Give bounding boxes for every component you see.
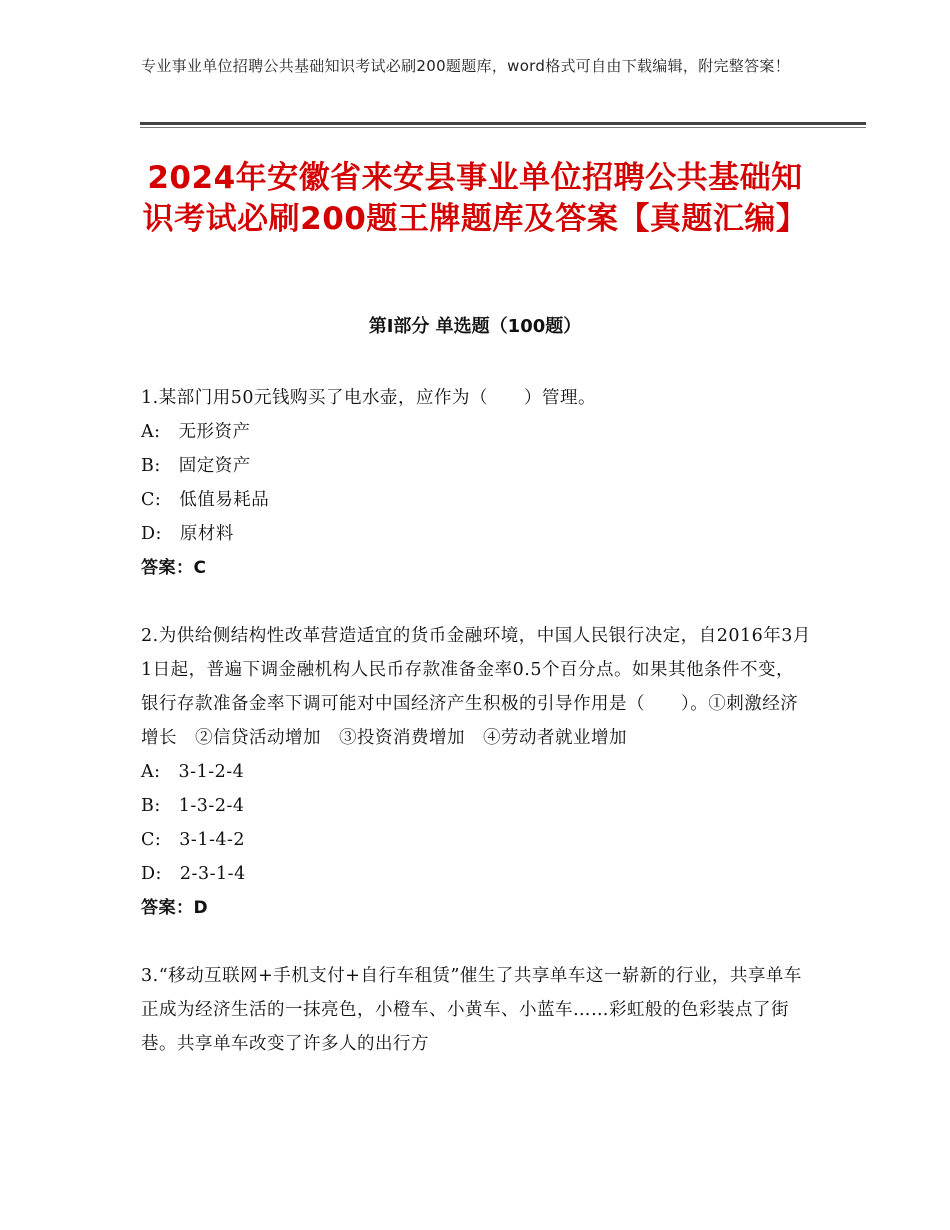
document-title: 2024年安徽省来安县事业单位招聘公共基础知识考试必刷200题王牌题库及答案【真题汇编】 (142, 160, 808, 237)
question-list (141, 381, 811, 1095)
option-d: D: 原材料 (141, 524, 234, 544)
option-d: D: 2-3-1-4 (141, 864, 246, 884)
option-a: A: 3-1-2-4 (141, 762, 245, 782)
option-b: B: 1-3-2-4 (141, 796, 245, 816)
answer: 答案：D (141, 898, 209, 918)
option-a: A: 无形资产 (141, 422, 251, 442)
question-3 (141, 959, 811, 1061)
answer: 答案：C (141, 558, 207, 578)
question-1 (141, 381, 811, 585)
question-text: 2.为供给侧结构性改革营造适宜的货币金融环境，中国人民银行决定，自2016年3月1日起，普遍下调金融机构人民币存款准备金率0.5个百分点。如果其他条件不变，银行存款准备金率下调可能对中国经济产生积极的引导作用是（ ）。①刺激经济增长 ②信贷活动增加 ③投资消费增加 ④劳动者就业增加 (141, 626, 811, 748)
header-divider-thin (140, 127, 866, 128)
question-text: 3.“移动互联网+手机支付+自行车租赁”催生了共享单车这一崭新的行业，共享单车正成为经济生活的一抹亮色，小橙车、小黄车、小蓝车……彩虹般的色彩装点了街巷。共享单车改变了许多人的出行方 (141, 966, 802, 1054)
question-2 (141, 619, 811, 925)
option-c: C: 低值易耗品 (141, 490, 270, 510)
section-title: 第Ⅰ部分 单选题（100题） (368, 316, 582, 337)
option-c: C: 3-1-4-2 (141, 830, 246, 850)
header-divider (140, 122, 866, 125)
header-note: 专业事业单位招聘公共基础知识考试必刷200题题库，word格式可自由下载编辑，附完整答案！ (141, 57, 791, 75)
option-b: B: 固定资产 (141, 456, 251, 476)
question-text: 1.某部门用50元钱购买了电水壶，应作为（ ）管理。 (141, 388, 596, 408)
